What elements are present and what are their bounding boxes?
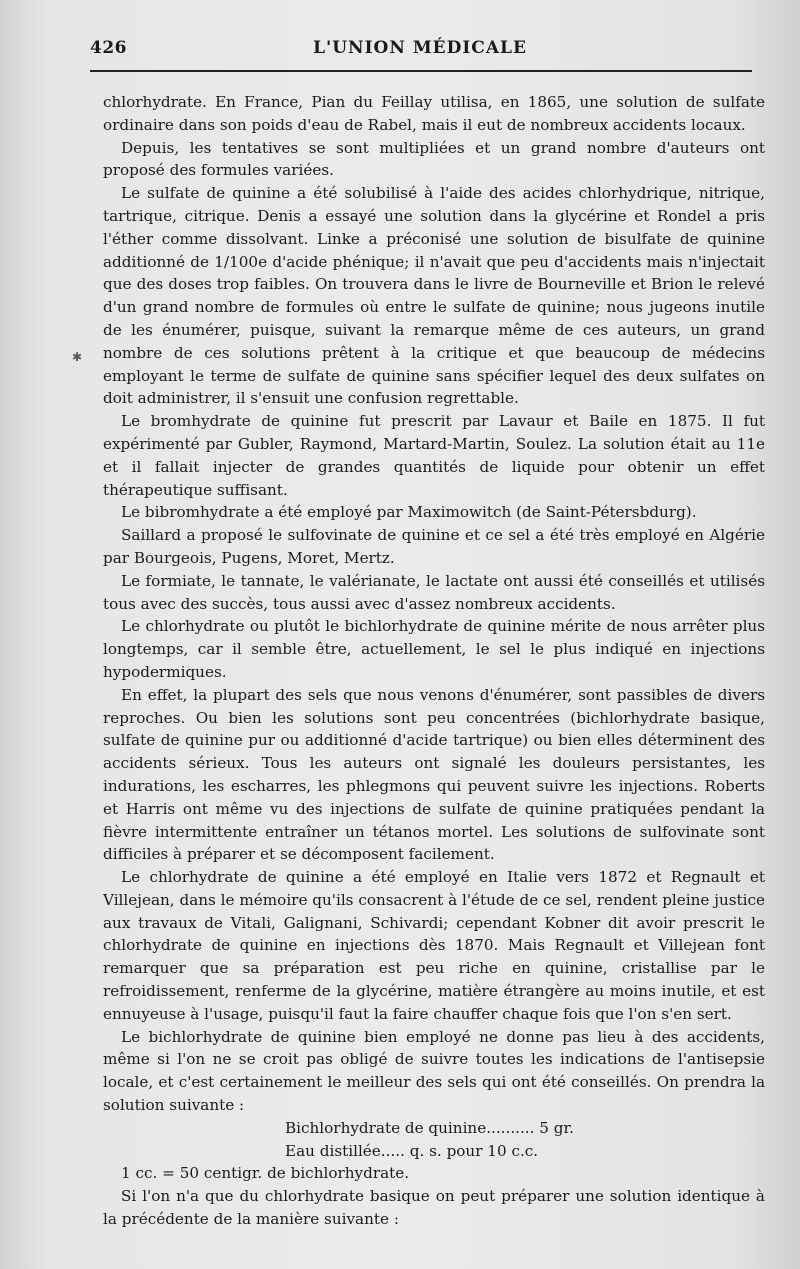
paragraph: Le chlorhydrate ou plutôt le bichlorhydrate de quinine mérite de nous arrêter plus longtemps, car il semble être, actuellement, le sel le plus indiqué en injections hypodermiques. bbox=[103, 617, 765, 681]
header-rule bbox=[90, 70, 752, 72]
paragraph: Le bibromhydrate a été employé par Maximowitch (de Saint-Pétersbdurg). bbox=[121, 503, 697, 522]
page-header bbox=[90, 38, 750, 60]
page-number: 426 bbox=[90, 38, 127, 58]
formula-line: Bichlorhydrate de quinine.......... 5 gr. bbox=[285, 1118, 574, 1137]
paragraph: 1 cc. = 50 centigr. de bichlorhydrate. bbox=[121, 1164, 410, 1183]
paragraph: Le chlorhydrate de quinine a été employé en Italie vers 1872 et Regnault et Villejean, dans le mémoire qu'ils consacrent à l'étude de ce sel, rendent pleine justice aux travaux de Vitali, Galignani, Schivardi; cependant Kobner dit avoir prescrit le chlorhydrate de quinine en injections dès 1870. Mais Regnault et Villejean font remarquer que sa préparation est peu riche en quinine, cristallise par le refroidissement, renferme de la glycérine, matière étrangère au moins inutile, et est ennuyeuse à l'usage, puisqu'il faut la faire chauffer chaque fois que l'on s'en sert. bbox=[103, 868, 765, 1023]
body-text bbox=[103, 91, 765, 1231]
paragraph: Le bromhydrate de quinine fut prescrit par Lavaur et Baile en 1875. Il fut expérimenté par Gubler, Raymond, Martard-Martin, Soulez. La solution était au 11e et il fallait injecter de grandes quantités de liquide pour obtenir un effet thérapeutique suffisant. bbox=[103, 412, 765, 499]
paragraph: En effet, la plupart des sels que nous venons d'énumérer, sont passibles de divers reproches. Ou bien les solutions sont peu concentrées (bichlorhydrate basique, sulfate de quinine pur ou additionné d'acide tartrique) ou bien elles déterminent des accidents sérieux. Tous les auteurs ont signalé les douleurs persistantes, les indurations, les escharres, les phlegmons qui peuvent suivre les injections. Roberts et Harris ont même vu des injections de sulfate de quinine pratiquées pendant la fièvre intermittente entraîner un tétanos mortel. Les solutions de sulfovinate sont difficiles à préparer et se décomposent facilement. bbox=[103, 685, 765, 864]
margin-mark: ✱ bbox=[72, 350, 83, 364]
paragraph: Le sulfate de quinine a été solubilisé à l'aide des acides chlorhydrique, nitrique, tartrique, citrique. Denis a essayé une solution dans la glycérine et Rondel a pris l'éther comme dissolvant. Linke a préconisé une solution de bisulfate de quinine additionné de 1/100e d'acide phénique; il n'avait que peu d'accidents mais n'injectait que des doses trop faibles. On trouvera dans le livre de Bourneville et Brion le relevé d'un grand nombre de formules où entre le sulfate de quinine; nous jugeons inutile de les énumérer, puisque, suivant la remarque même de ces auteurs, un grand nombre de ces solutions prêtent à la critique et que beaucoup de médecins employant le terme de sulfate de quinine sans spécifier lequel des deux sulfates on doit administrer, il s'ensuit une confusion regrettable. bbox=[103, 184, 765, 408]
paragraph: chlorhydrate. En France, Pian du Feillay utilisa, en 1865, une solution de sulfate ordinaire dans son poids d'eau de Rabel, mais il eut de nombreux accidents locaux. bbox=[103, 93, 765, 134]
paragraph: Le formiate, le tannate, le valérianate, le lactate ont aussi été conseillés et utilisés tous avec des succès, tous aussi avec d'assez nombreux accidents. bbox=[103, 571, 765, 613]
paragraph: Si l'on n'a que du chlorhydrate basique on peut préparer une solution identique à la précédente de la manière suivante : bbox=[103, 1187, 765, 1229]
formula-line: Eau distillée..... q. s. pour 10 c.c. bbox=[285, 1141, 539, 1160]
paragraph: Le bichlorhydrate de quinine bien employé ne donne pas lieu à des accidents, même si l'on ne se croit pas obligé de suivre toutes les indications de l'antisepsie locale, et c'est certainement le meilleur des sels qui ont été conseillés. On prendra la solution suivante : bbox=[103, 1027, 765, 1115]
running-head: L'UNION MÉDICALE bbox=[313, 38, 527, 58]
formula bbox=[103, 1117, 765, 1163]
paragraph: Saillard a proposé le sulfovinate de quinine et ce sel a été très employé en Algérie par Bourgeois, Pugens, Moret, Mertz. bbox=[103, 526, 765, 567]
paragraph: Depuis, les tentatives se sont multipliées et un grand nombre d'auteurs ont proposé des formules variées. bbox=[103, 138, 765, 180]
